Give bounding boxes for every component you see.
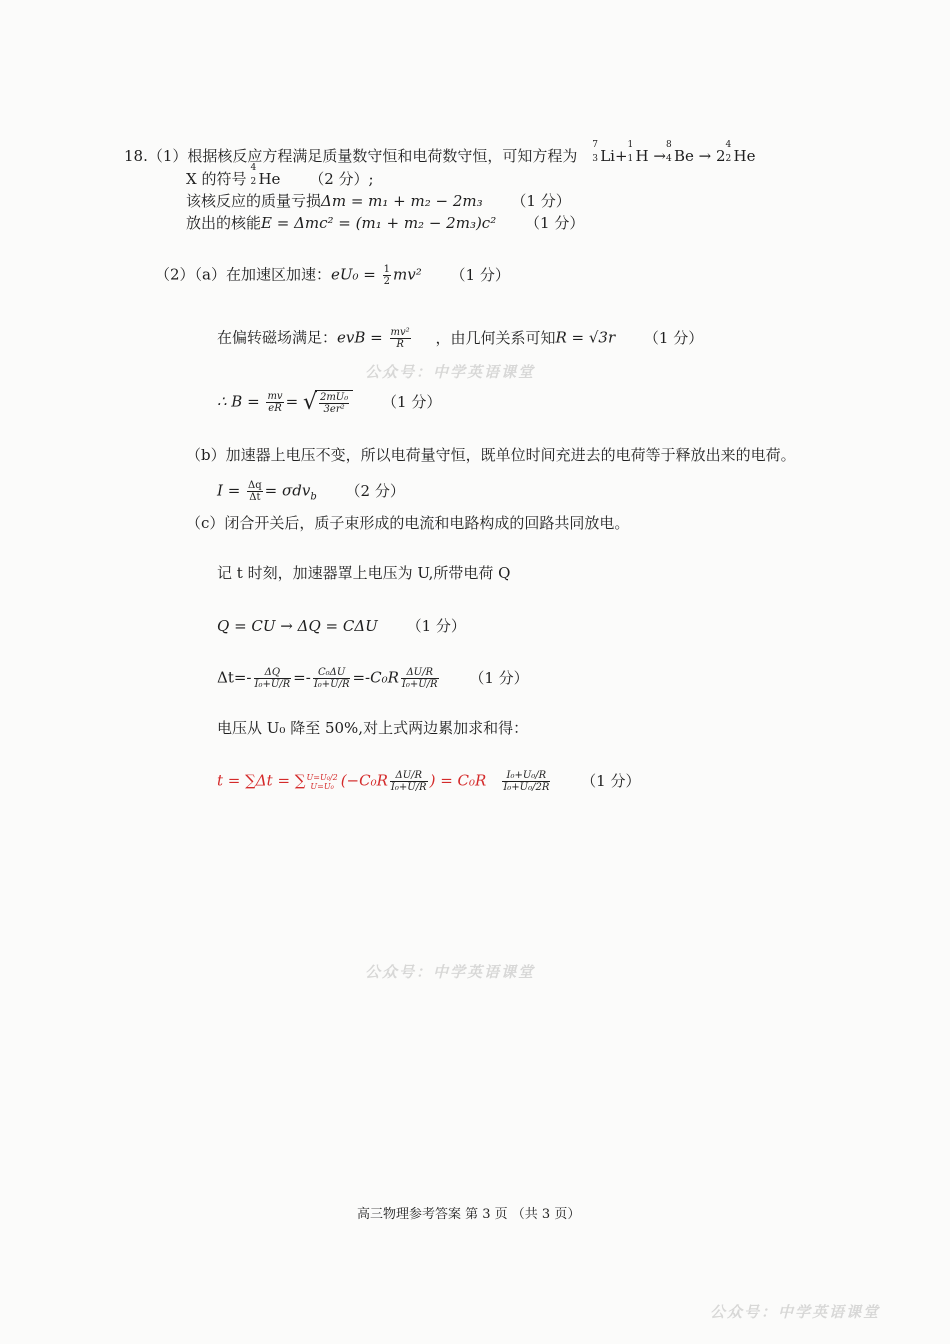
- mass-defect-line: [186, 191, 571, 211]
- t-moment-text: 记 t 时刻，加速器罩上电压为 U,所带电荷 Q: [217, 564, 511, 582]
- current-score: （2 分）: [345, 481, 405, 500]
- magnetic-eq-left: evB =: [337, 328, 383, 347]
- sum-left: t = ∑Δt = ∑: [217, 771, 306, 790]
- accel-eq-left: eU₀ =: [331, 265, 376, 284]
- b-result-line: [217, 390, 441, 415]
- sum-mid: (−C₀R: [340, 771, 388, 790]
- sum-result-frac: $\frac{\text{I₀+U₀/R}}{\text{I₀+U₀/2R}}$: [503, 770, 550, 793]
- sum-right: ) = C₀R: [429, 771, 487, 790]
- current-frac: $\frac{\Delta q}{\Delta t}$: [248, 480, 262, 503]
- b-score: （1 分）: [382, 392, 442, 411]
- nuclide-he: 4 2 He: [725, 140, 756, 165]
- q-score: （1 分）: [406, 617, 466, 635]
- part-b-text: （b）加速器上电压不变，所以电荷量守恒，既单位时间充进去的电荷等于释放出来的电荷。: [186, 446, 796, 464]
- dt-frac-1: $\frac{\Delta Q}{\text{I₀+U/R}}$: [254, 667, 291, 690]
- b-frac: $\frac{mv}{eR}$: [267, 391, 283, 414]
- x-nuclide-he: 4 2 He: [250, 163, 281, 188]
- b-left: ∴ B =: [217, 392, 260, 411]
- watermark-1: 公众号：中学英语课堂: [365, 363, 536, 381]
- current-line: [217, 480, 405, 508]
- dt-mid: =-: [293, 668, 311, 687]
- magnetic-frac: $\frac{\text{mv²}}{R}$: [390, 327, 410, 350]
- sum-score: （1 分）: [581, 771, 641, 790]
- energy-line: [186, 213, 584, 233]
- sum-formula-line: [217, 770, 640, 793]
- magnetic-score: （1 分）: [643, 328, 704, 347]
- energy-score: （1 分）: [525, 214, 585, 232]
- watermark-3: 公众号：中学英语课堂: [710, 1303, 881, 1321]
- geometry-text: ，由几何关系可知: [435, 328, 556, 347]
- voltage-text: 电压从 U₀ 降至 50%,对上式两边累加求和得：: [217, 719, 529, 737]
- voltage-text-line: [217, 718, 528, 738]
- mass-defect-text: 该核反应的质量亏损: [186, 192, 322, 210]
- part-b-text-line: [186, 445, 796, 465]
- watermark-2: 公众号：中学英语课堂: [365, 963, 536, 981]
- b-sqrt: √ $\frac{\text{2mU₀}}{\text{3er²}}$: [303, 390, 353, 415]
- accel-eq-right: mv²: [393, 265, 422, 284]
- q-formula: Q = CU → ΔQ = CΔU: [217, 617, 378, 635]
- accel-score: （1 分）: [450, 265, 510, 284]
- q18-intro: 18.（1）根据核反应方程满足质量数守恒和电荷数守恒，可知方程为: [124, 147, 578, 165]
- magnetic-text: 在偏转磁场满足：: [217, 328, 338, 347]
- dt-formula-line: [217, 667, 529, 690]
- current-sub: b: [310, 491, 317, 503]
- dt-mid2: =-C₀R: [352, 668, 399, 687]
- part-c-text: （c）闭合开关后，质子束形成的电流和电路构成的回路共同放电。: [186, 514, 630, 532]
- t-moment-line: [217, 563, 510, 583]
- nuclide-li: 7 3 Li: [592, 140, 615, 165]
- current-left: I =: [217, 481, 241, 500]
- x-symbol-label: X 的符号: [186, 170, 247, 188]
- energy-formula: E = Δmc² = (m₁ + m₂ − 2m₃)c²: [261, 214, 497, 232]
- energy-text: 放出的核能: [186, 214, 262, 232]
- b-sqrt-frac: $\frac{\text{2mU₀}}{\text{3er²}}$: [319, 392, 349, 415]
- sum-limits: U=U₀/2 U=U₀: [306, 772, 338, 791]
- x-symbol-score: （2 分）;: [309, 170, 374, 188]
- dt-score: （1 分）: [469, 668, 529, 687]
- dt-frac-2: $\frac{\text{C₀ΔU}}{\text{I₀+U/R}}$: [313, 667, 350, 690]
- accel-frac: $\frac{1}{2}$: [383, 264, 391, 287]
- mass-defect-formula: Δm = m₁ + m₂ − 2m₃: [321, 192, 483, 210]
- nuclide-h: 1 1 H: [627, 140, 649, 165]
- nuclear-reaction: 7 3 Li+ 1 1 H → 8 4 Be → 2 4 2 He: [592, 140, 756, 165]
- q18-intro-line: [124, 140, 756, 166]
- geometry-formula: R = √3r: [555, 328, 616, 347]
- page-footer: 高三物理参考答案 第 3 页 （共 3 页）: [357, 1207, 581, 1222]
- dt-left: Δt=-: [217, 668, 252, 687]
- current-right: = σdv: [264, 481, 311, 500]
- magnetic-line: [217, 327, 703, 350]
- nuclide-be: 8 4 Be: [665, 140, 694, 165]
- mass-defect-score: （1 分）: [511, 192, 571, 210]
- x-symbol-line: [186, 163, 374, 189]
- part-c-text-line: [186, 513, 629, 533]
- q-formula-line: [217, 616, 466, 636]
- sum-frac: $\frac{\Delta U/R}{\text{I₀+U/R}}$: [390, 770, 427, 793]
- b-equals: =: [285, 392, 299, 411]
- accel-line: [155, 264, 510, 287]
- dt-frac-3: $\frac{\Delta U/R}{\text{I₀+U/R}}$: [401, 667, 438, 690]
- accel-label: （2）（a）在加速区加速：: [155, 265, 331, 284]
